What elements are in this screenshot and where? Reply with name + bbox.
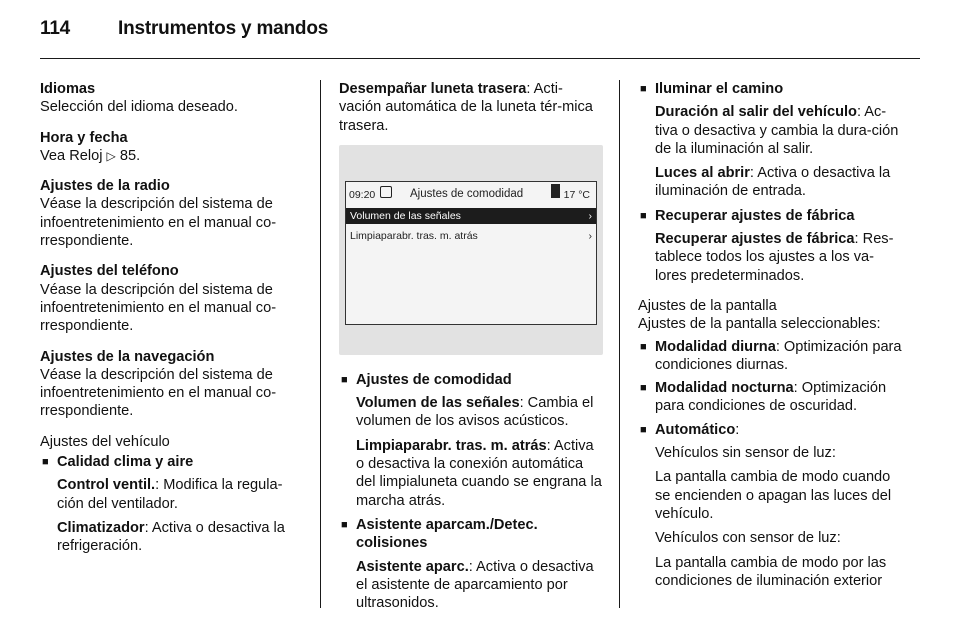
bullet-item: ■ Ajustes de comodidad [339, 371, 603, 389]
bullet-item: ■ Asistente aparcam./Detec. colisiones [339, 516, 603, 553]
text: Vea Reloj [40, 147, 103, 164]
sub-item [40, 519, 302, 556]
sub-item [339, 437, 603, 510]
section-idiomas [40, 80, 302, 117]
section-hora-fecha [40, 129, 302, 166]
section-title: Ajustes del vehículo [40, 433, 170, 450]
display-time: 09:20 [349, 188, 376, 201]
page-ref-icon: ▷ [106, 148, 116, 163]
page-header [40, 18, 920, 40]
bullet-text: : [735, 421, 740, 438]
bullet-term: Modalidad diurna [655, 338, 776, 355]
clock-icon [380, 186, 392, 198]
sub-item-text: : Modifica la regula-ción del ventilador. [57, 477, 283, 512]
menu-item-label: Volumen de las señales [350, 209, 461, 222]
section-title: Ajustes del teléfono [40, 263, 179, 280]
sub-item-term: Duración al salir del vehículo [655, 104, 857, 121]
bullet-text: : Optimización para condiciones diurnas. [655, 338, 902, 373]
section-radio [40, 177, 302, 250]
page-number: 114 [40, 18, 71, 39]
bullet-item [638, 379, 902, 416]
chevron-right-icon: › [588, 229, 592, 242]
bullet-item [638, 338, 902, 375]
column-2 [339, 80, 603, 618]
section-text: Selección del idioma deseado. [40, 99, 238, 116]
bullet-item: ■ Iluminar el camino [638, 80, 902, 98]
sub-item-term: Control ventil. [57, 477, 156, 494]
sub-paragraph: Vehículos sin sensor de luz: [655, 445, 836, 462]
chevron-right-icon: › [588, 209, 592, 222]
section-title: Idiomas [40, 81, 96, 97]
bullet-term: Modalidad nocturna [655, 380, 794, 397]
sub-item-text: : Activa o desactiva la conexión automática del limpialuneta cuando se engrana la marcha atrás. [356, 437, 602, 509]
bullet-item: ■ Calidad clima y aire [40, 453, 302, 471]
section-text: Véase la descripción del sistema de infoentretenimiento en el manual co-rrespondiente. [40, 196, 277, 250]
sub-item-term: Climatizador [57, 519, 145, 536]
bullet-text: : Optimización para condiciones de oscuridad. [655, 380, 887, 415]
column-3 [638, 80, 902, 596]
section-telefono [40, 262, 302, 335]
display-title: Ajustes de comodidad [410, 187, 524, 200]
page-title: Instrumentos y mandos [118, 18, 329, 39]
display-screenshot [339, 145, 603, 355]
sub-item-term: Volumen de las señales [356, 395, 520, 412]
section-navegacion [40, 348, 302, 421]
section-pantalla [638, 297, 902, 334]
sub-item-text: : Res-tablece todos los ajustes a los va-lores predeterminados. [655, 231, 894, 284]
bullet-item [638, 421, 902, 439]
display-menu-item-selected [346, 208, 596, 224]
menu-item-label: Limpiaparabr. tras. m. atrás [350, 229, 478, 242]
sub-item-text: : Ac-tiva o desactiva y cambia la dura-ción de la iluminación al salir. [655, 104, 899, 157]
sub-item [638, 103, 902, 158]
sub-item-text: : Cambia el volumen de los avisos acústicos. [356, 395, 594, 430]
sub-item [638, 164, 902, 201]
sub-item [40, 476, 302, 513]
sub-item-term: Recuperar ajustes de fábrica [655, 231, 855, 248]
sub-item [638, 230, 902, 285]
header-rule [40, 58, 920, 59]
sub-item [339, 80, 603, 135]
section-title: Hora y fecha [40, 129, 128, 146]
sub-paragraph: La pantalla cambia de modo por las condiciones de iluminación exterior [655, 554, 887, 589]
section-title: Ajustes de la pantalla [638, 297, 777, 314]
section-vehiculo [40, 433, 302, 451]
page-ref-link[interactable]: 85. [119, 147, 141, 164]
display-temperature: 17 °C [563, 188, 590, 201]
display-status-bar [346, 182, 596, 204]
section-text: Véase la descripción del sistema de infoentretenimiento en el manual co-rrespondiente. [40, 281, 277, 335]
sub-item [339, 558, 603, 613]
sub-item-text: : Acti-vación automática de la luneta tér-mica trasera. [339, 81, 593, 134]
sub-paragraph: La pantalla cambia de modo cuando se encienden o apagan las luces del vehículo. [655, 469, 892, 522]
display-screen [345, 181, 597, 325]
column-1 [40, 80, 302, 562]
column-divider [320, 80, 321, 608]
sub-item-text: : Activa o desactiva la iluminación de entrada. [655, 165, 891, 200]
sub-item-text: : Activa o desactiva la refrigeración. [57, 519, 285, 555]
sub-item-text: : Activa o desactiva el asistente de aparcamiento por ultrasonidos. [356, 558, 594, 612]
sub-item-term: Limpiaparabr. tras. m. atrás [356, 437, 547, 454]
column-divider [619, 80, 620, 608]
bullet-term: Automático [655, 421, 736, 438]
section-text [40, 147, 302, 165]
sub-item-term: Asistente aparc. [356, 558, 469, 575]
display-menu-item [346, 228, 596, 244]
section-title: Ajustes de la navegación [40, 348, 215, 365]
bullet-item: ■ Recuperar ajustes de fábrica [638, 207, 902, 225]
sub-item [339, 394, 603, 431]
sub-item-term: Desempañar luneta trasera [339, 81, 527, 97]
sub-item-term: Luces al abrir [655, 165, 750, 182]
section-text: Véase la descripción del sistema de infoentretenimiento en el manual co-rrespondiente. [40, 366, 277, 420]
thermometer-icon [551, 184, 560, 198]
sub-paragraph: Vehículos con sensor de luz: [655, 530, 841, 547]
section-text: Ajustes de la pantalla seleccionables: [638, 316, 881, 333]
section-title: Ajustes de la radio [40, 178, 170, 195]
